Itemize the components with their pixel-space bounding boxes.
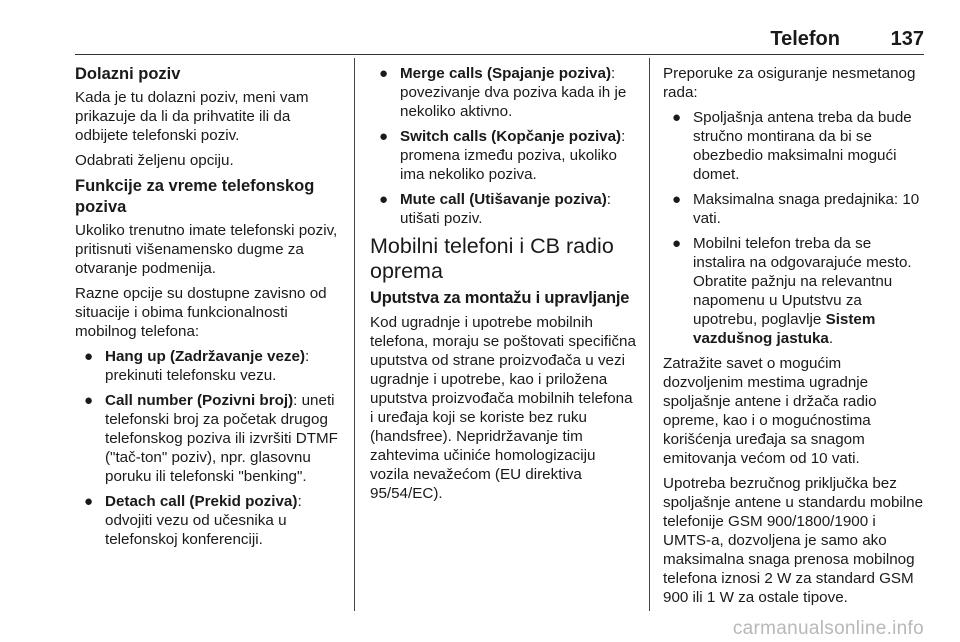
paragraph-gsm: Upotreba bezručnog priključka bez spoljašnje antene u standardu mobilne telefonije GSM 900/1800/1900 i UMTS-a, dozvoljena je samo ako maksimalna snaga prenosa mobilnog telefona iznosi 2 W za standard GSM 900 ili 1 W za ostale tipove. [663, 475, 924, 606]
bullet-icon: ● [379, 128, 389, 145]
option-name: Switch calls (Kopčanje poziva) [400, 128, 622, 145]
recommendation-text: Spoljašnja antena treba da bude stručno montirana da bi se obezbedio maksimalni mogući domet. [693, 109, 912, 183]
list-item [663, 234, 925, 348]
paragraph-recommendations: Preporuke za osiguranje nesmetanog rada: [663, 65, 916, 101]
option-description: : prekinuti telefonsku vezu. [105, 348, 310, 384]
call-options-list [75, 347, 347, 549]
bullet-icon: ● [84, 493, 94, 510]
list-item [663, 108, 925, 184]
option-name: Merge calls (Spajanje poziva) [400, 65, 612, 82]
recommendations-list [663, 108, 925, 348]
bullet-icon: ● [672, 235, 682, 252]
bullet-icon: ● [379, 65, 389, 82]
heading-incoming-call: Dolazni poziv [75, 65, 181, 83]
recommendation-text: Mobilni telefon treba da se instalira na odgovarajuće mesto. Obratite pažnju na relevantnu napomenu u Uputstvu za upotrebu, poglavlje [693, 235, 912, 328]
paragraph-incoming-call: Kada je tu dolazni poziv, meni vam prikazuje da li da prihvatite ili da odbijete telefonski poziv. [75, 89, 309, 144]
paragraph-select-option: Odabrati željenu opciju. [75, 152, 234, 169]
bullet-icon: ● [379, 191, 389, 208]
paragraph-call-functions-2: Razne opcije su dostupne zavisno od situacije i obima funkcionalnosti mobilnog telefona: [75, 285, 327, 340]
column-divider-2 [649, 58, 650, 611]
heading-installation-instructions: Uputstva za montažu i upravljanje [370, 289, 630, 307]
list-item [75, 391, 347, 486]
column-divider-1 [354, 58, 355, 611]
option-description: : promena između poziva, ukoliko ima nekoliko poziva. [400, 128, 626, 183]
list-item [663, 190, 925, 228]
list-item [75, 492, 347, 549]
recommendation-tail: . [828, 330, 834, 347]
header-rule [75, 54, 924, 55]
call-options-list-continued [370, 64, 636, 228]
option-name: Detach call (Prekid poziva) [105, 493, 298, 510]
option-description: : utišati poziv. [400, 191, 612, 227]
option-name: Mute call (Utišavanje poziva) [400, 191, 607, 208]
column-2 [370, 64, 636, 509]
page-title: Telefon [770, 28, 840, 50]
list-item [370, 64, 636, 121]
bullet-icon: ● [84, 392, 94, 409]
list-item [75, 347, 347, 385]
bullet-icon: ● [84, 348, 94, 365]
bullet-icon: ● [672, 109, 682, 126]
column-3 [663, 64, 925, 613]
page-number: 137 [890, 28, 924, 50]
watermark: carmanualsonline.info [732, 618, 924, 639]
page-header [0, 28, 960, 54]
heading-mobile-phones: Mobilni telefoni i CB radio oprema [370, 234, 614, 283]
paragraph-installation-instructions: Kod ugradnje i upotrebe mobilnih telefona, moraju se poštovati specifična uputstva od strane proizvođača u vezi ugradnje i upotrebe, kao i priložena uputstva proizvođača mobilnih telefona i uređaja koji se koriste bez ruku (handsfree). Nepridržavanje tim zahtevima učiniće homologizaciju vozila nevažećom (EU direktiva 95/54/EC). [370, 314, 636, 502]
list-item [370, 190, 636, 228]
heading-call-functions: Funkcije za vreme telefonskog poziva [75, 177, 315, 216]
airbag-chapter-reference: Sistem vazdušnog jastuka [693, 311, 876, 347]
bullet-icon: ● [672, 191, 682, 208]
recommendation-text: Maksimalna snaga predajnika: 10 vati. [693, 191, 920, 227]
column-1 [75, 64, 347, 555]
list-item [370, 127, 636, 184]
option-name: Hang up (Zadržavanje veze) [105, 348, 306, 365]
paragraph-advice: Zatražite savet o mogućim dozvoljenim mestima ugradnje spoljašnje antene i držača radio opreme, kao i o mogućnostima korišćenja uređaja sa snagom emitovanja većom od 10 vati. [663, 355, 877, 467]
option-description: : povezivanje dva poziva kada ih je nekoliko aktivno. [400, 65, 627, 120]
option-name: Call number (Pozivni broj) [105, 392, 294, 409]
option-description: : uneti telefonski broj za početak drugog telefonskog poziva ili izvršiti DTMF ("tač-ton" poziv), npr. glasovnu poruku ili telefonski "benking". [105, 392, 338, 485]
option-description: : odvojiti vezu od učesnika u telefonskoj konferenciji. [105, 493, 302, 548]
paragraph-call-functions-1: Ukoliko trenutno imate telefonski poziv, pritisnuti višenamensko dugme za otvaranje podmenija. [75, 222, 338, 277]
